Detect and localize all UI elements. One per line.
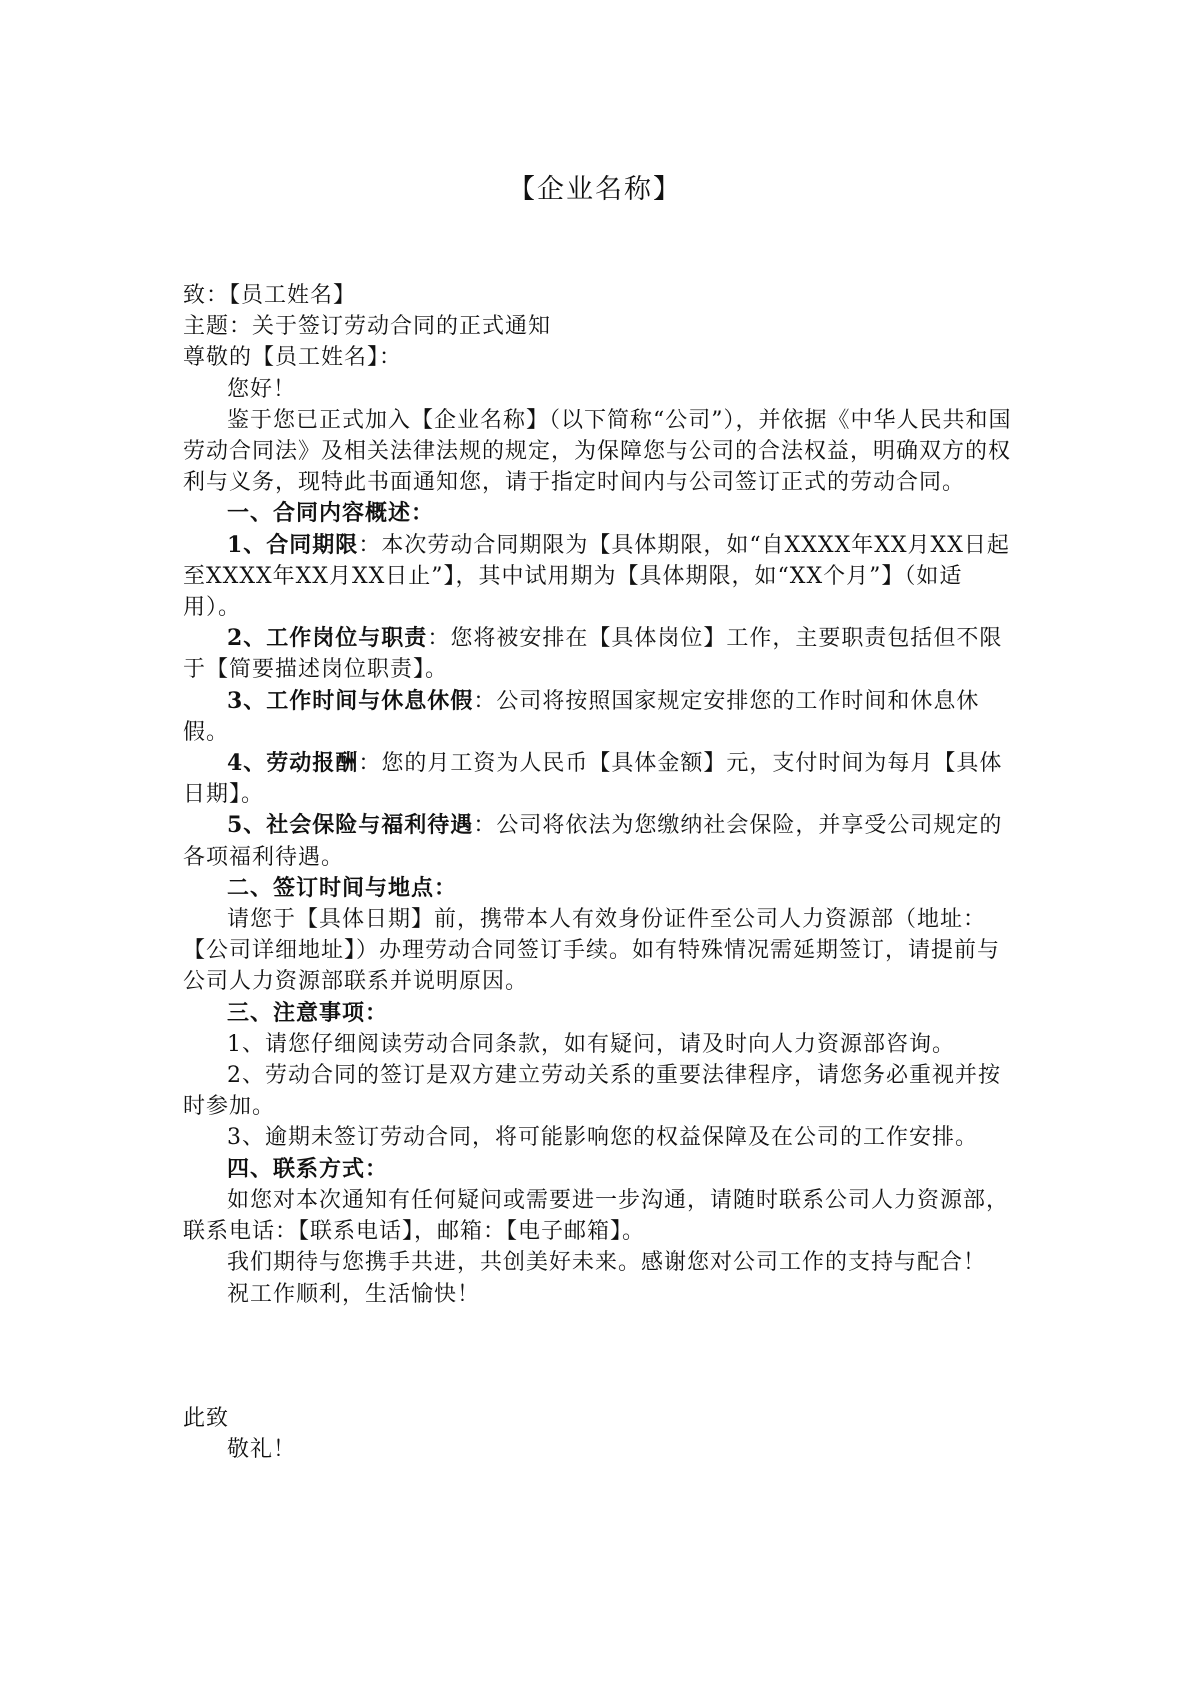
section-1-heading: 一、合同内容概述： [227, 500, 435, 527]
item-label: 2、工作岗位与职责 [227, 625, 428, 652]
notice-item: 3、逾期未签订劳动合同，将可能影响您的权益保障及在公司的工作安排。 [227, 1125, 978, 1151]
intro-paragraph: 鉴于您已正式加入【企业名称】（以下简称“公司”），并依据《中华人民共和国劳动合同法》及相关法律法规的规定，为保障您与公司的合法权益，明确双方的权利与义务，现特此书面通知您，请于指定时间内与公司签订正式的劳动合同。 [183, 407, 1012, 496]
item-label: 4、劳动报酬 [227, 750, 359, 777]
contract-term-item [183, 530, 1013, 624]
letter-body [183, 280, 1013, 1465]
contact-paragraph: 如您对本次通知有任何疑问或需要进一步沟通，请随时联系公司人力资源部，联系电话：【联系电话】，邮箱：【电子邮箱】。 [183, 1187, 1010, 1245]
recipient-line: 致：【员工姓名】 [183, 283, 357, 308]
item-label: 1、合同期限 [227, 531, 359, 558]
greeting: 您好！ [227, 376, 297, 402]
section-3-heading: 三、注意事项： [227, 999, 389, 1026]
item-label: 5、社会保险与福利待遇 [227, 812, 474, 839]
notice-item: 1、请您仔细阅读劳动合同条款，如有疑问，请及时向人力资源部咨询。 [227, 1031, 955, 1057]
item-text: ：公司将依法为您缴纳社会保险，并享受公司规定的各项福利待遇。 [183, 813, 1003, 870]
item-label: 3、工作时间与休息休假 [227, 687, 474, 714]
section-4-heading: 四、联系方式： [227, 1155, 389, 1182]
subject-line: 主题：关于签订劳动合同的正式通知 [183, 314, 552, 340]
signing-paragraph: 请您于【具体日期】前，携带本人有效身份证件至公司人力资源部（地址：【公司详细地址】）办理劳动合同签订手续。如有特殊情况需延期签订，请提前与公司人力资源部联系并说明原因。 [183, 907, 1001, 995]
closing-hope: 我们期待与您携手共进，共创美好未来。感谢您对公司工作的支持与配合！ [227, 1250, 987, 1276]
item-text: ：您的月工资为人民币【具体金额】元，支付时间为每月【具体日期】。 [183, 751, 1003, 808]
insurance-item [183, 810, 1013, 872]
closing-cizhi: 此致 [183, 1405, 230, 1431]
closing-jingli: 敬礼！ [227, 1436, 297, 1462]
section-2-heading: 二、签订时间与地点： [227, 874, 458, 901]
item-text: ：公司将按照国家规定安排您的工作时间和休息休假。 [183, 688, 980, 745]
item-text: ：本次劳动合同期限为【具体期限，如“自XXXX年XX月XX日起至XXXX年XX月XX日止”】，其中试用期为【具体期限，如“XX个月”】（如适用）。 [183, 532, 1010, 621]
remuneration-item [183, 748, 1013, 810]
spacer [183, 1310, 1013, 1403]
closing-wish: 祝工作顺利，生活愉快！ [227, 1281, 481, 1307]
position-item [183, 623, 1013, 685]
notice-item: 2、劳动合同的签订是双方建立劳动关系的重要法律程序，请您务必重视并按时参加。 [183, 1063, 1001, 1120]
work-hours-item [183, 686, 1013, 748]
item-text: ：您将被安排在【具体岗位】工作，主要职责包括但不限于【简要描述岗位职责】。 [183, 626, 1003, 683]
company-title: 【企业名称】 [508, 174, 682, 205]
salutation-line: 尊敬的【员工姓名】： [183, 345, 403, 371]
